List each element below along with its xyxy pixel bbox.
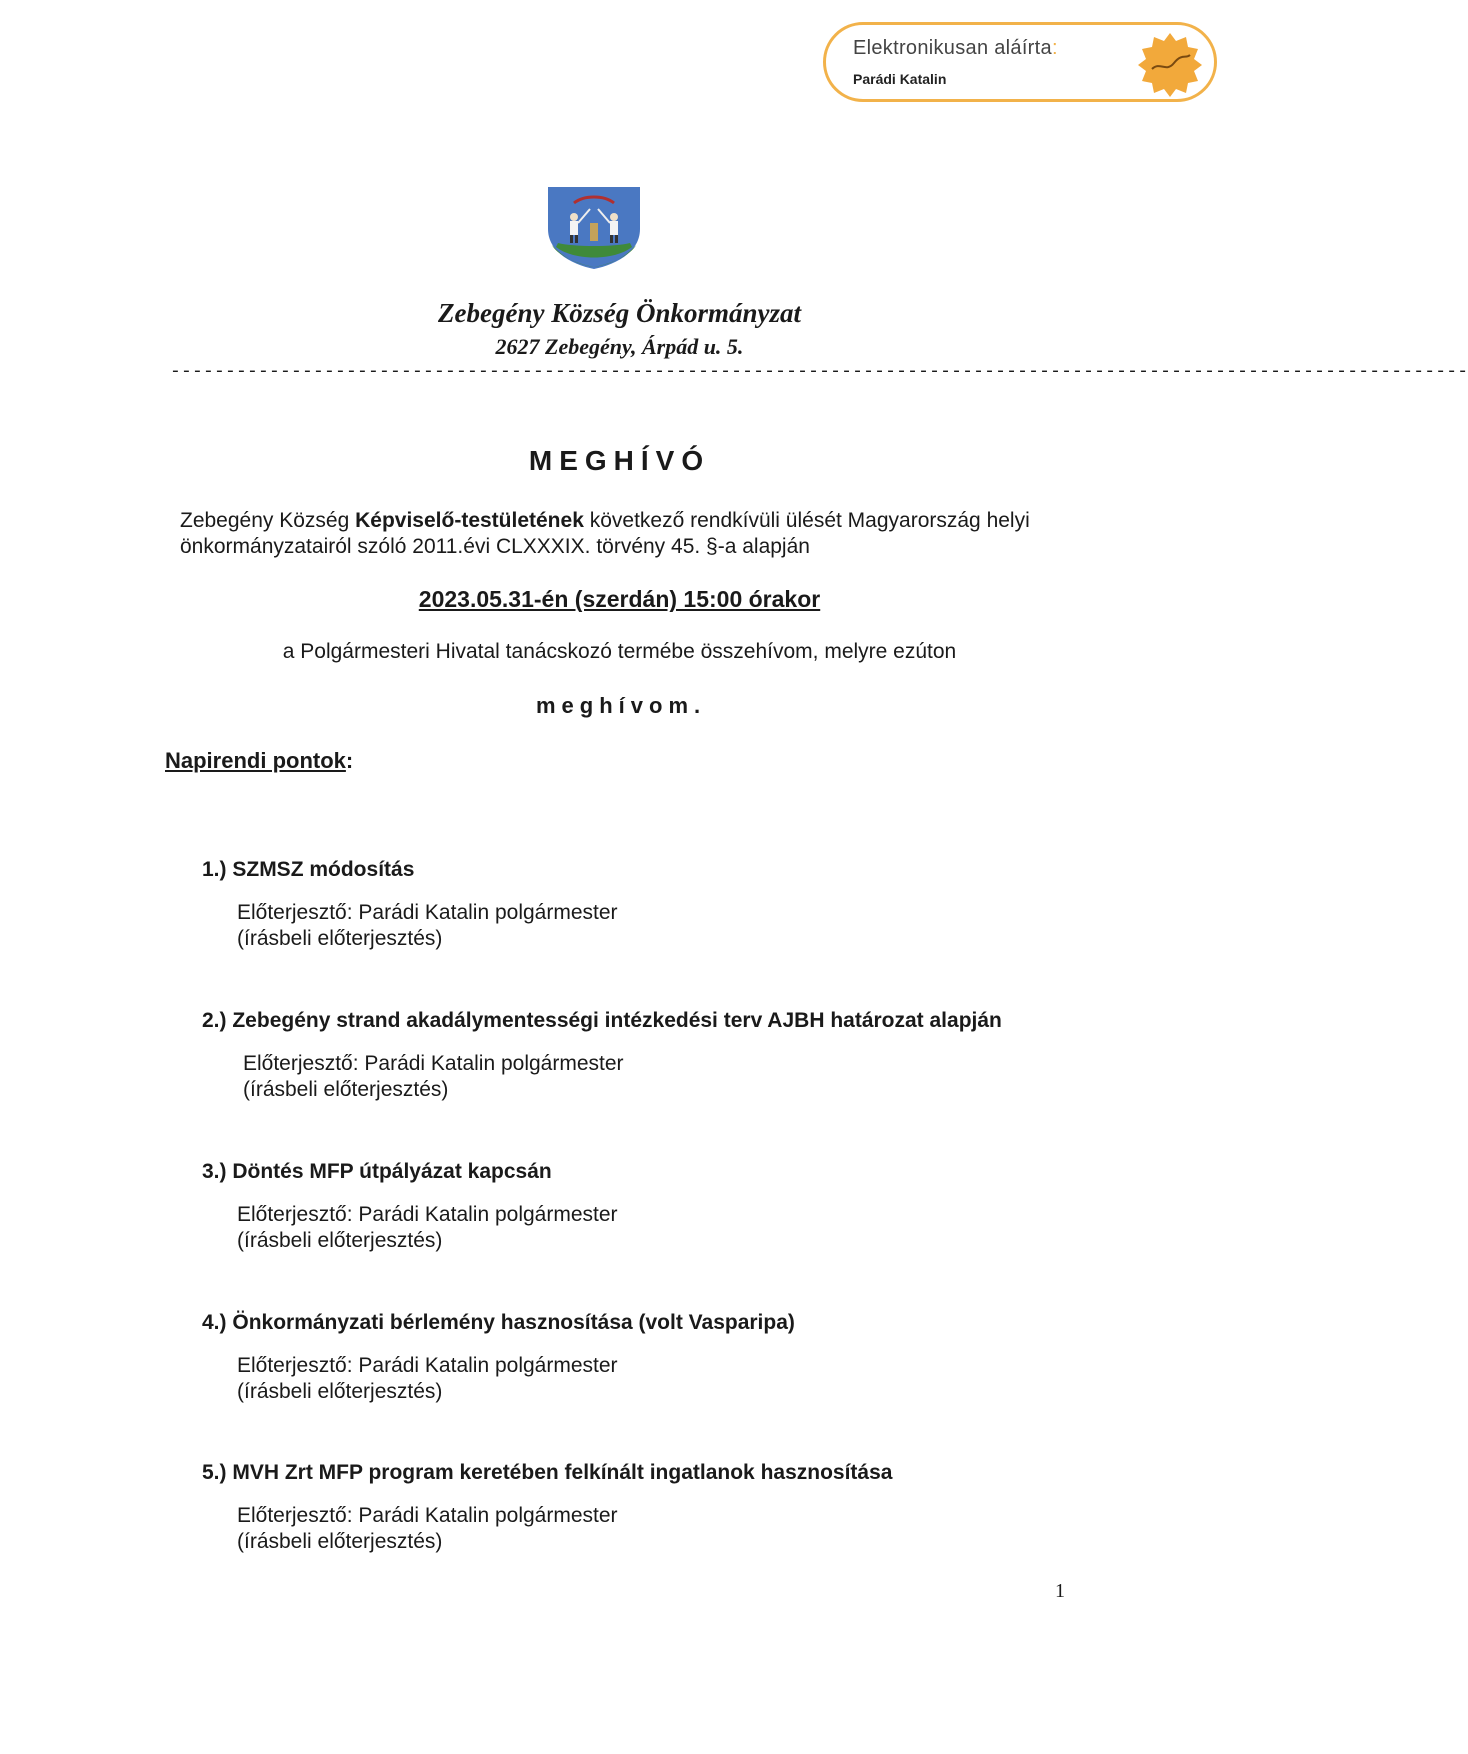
- organization-name: Zebegény Község Önkormányzat: [438, 298, 801, 328]
- document-title: MEGHÍVÓ: [528, 445, 711, 476]
- agenda-item-type: (írásbeli előterjesztés): [237, 1530, 443, 1553]
- organization-address: 2627 Zebegény, Árpád u. 5.: [495, 334, 744, 359]
- signature-seal-icon: [1136, 31, 1204, 99]
- agenda-item: [202, 1009, 1002, 1103]
- agenda-item-presenter: Előterjesztő: Parádi Katalin polgármester: [237, 1504, 618, 1527]
- agenda-item-type: (írásbeli előterjesztés): [243, 1078, 449, 1101]
- signature-title: Elektronikusan aláírta:: [853, 37, 1058, 59]
- agenda-label: Napirendi pontok:: [165, 748, 354, 773]
- page-number: 1: [1055, 1580, 1065, 1602]
- agenda-item-type: (írásbeli előterjesztés): [237, 1229, 443, 1252]
- agenda-item: [202, 858, 618, 952]
- agenda-item-title: 4.) Önkormányzati bérlemény hasznosítása (volt Vasparipa): [202, 1311, 795, 1334]
- agenda-item: [202, 1311, 795, 1405]
- header-divider: ----------------------------------------------------------------------------------------------------------------------: [170, 362, 1468, 382]
- agenda-item: [202, 1160, 618, 1254]
- agenda-item-title: 1.) SZMSZ módosítás: [202, 858, 415, 881]
- agenda-item: [202, 1461, 892, 1555]
- agenda-item-title: 2.) Zebegény strand akadálymentességi intézkedési terv AJBH határozat alapján: [202, 1009, 1002, 1032]
- meeting-datetime: 2023.05.31-én (szerdán) 15:00 órakor: [418, 586, 821, 612]
- intro-paragraph: Zebegény Község Képviselő-testületének következő rendkívüli ülését Magyarország helyi önkormányzatairól szóló 2011.évi CLXXXIX. törvény 45. §-a alapján: [180, 509, 1030, 558]
- signer-name: Parádi Katalin: [853, 71, 947, 87]
- agenda-item-title: 3.) Döntés MFP útpályázat kapcsán: [202, 1160, 552, 1183]
- agenda-item-presenter: Előterjesztő: Parádi Katalin polgármester: [237, 901, 618, 924]
- agenda-item-presenter: Előterjesztő: Parádi Katalin polgármester: [237, 1203, 618, 1226]
- agenda-item-type: (írásbeli előterjesztés): [237, 1380, 443, 1403]
- e-signature-badge: [823, 22, 1217, 102]
- agenda-item-presenter: Előterjesztő: Parádi Katalin polgármester: [237, 1354, 618, 1377]
- agenda-item-type: (írásbeli előterjesztés): [237, 927, 443, 950]
- coat-of-arms-icon: [544, 183, 644, 271]
- agenda-item-presenter: Előterjesztő: Parádi Katalin polgármester: [243, 1052, 624, 1075]
- meeting-venue: a Polgármesteri Hivatal tanácskozó termébe összehívom, melyre ezúton: [282, 640, 957, 663]
- invite-word: meghívom.: [536, 693, 707, 718]
- agenda-item-title: 5.) MVH Zrt MFP program keretében felkínált ingatlanok hasznosítása: [202, 1461, 893, 1484]
